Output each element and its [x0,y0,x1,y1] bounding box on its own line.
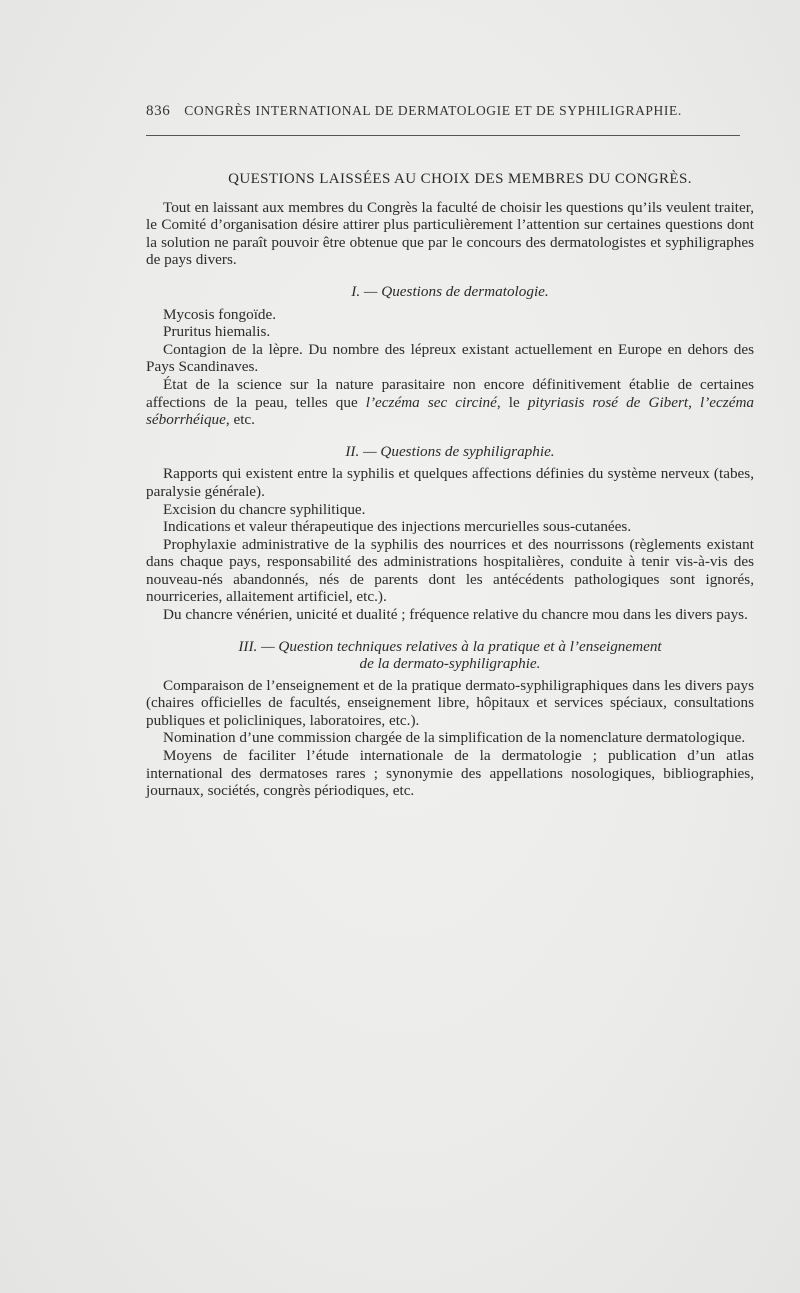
part3-heading-line: de la dermato-syphiligraphie. [359,654,541,672]
part2-item: Rapports qui existent entre la syphilis et quelques affections définies du système nerveux (tabes, paralysie générale). [146,465,754,500]
etat-term: l’eczéma séborrhéique [146,393,755,429]
part3-heading-line: III. — Question techniques relatives à la pratique et à l’enseignement [238,637,662,655]
part2-item: Indications et valeur thérapeutique des injections mercurielles sous-cutanées. [163,518,632,536]
part2-item: Du chancre vénérien, unicité et dualité ; fréquence relative du chancre mou dans les divers pays. [163,606,748,624]
part1-item: Pruritus hiemalis. [163,323,271,341]
part1-item: Mycosis fongoïde. [163,305,277,323]
etat-text: , le [496,393,528,411]
part3-item: Moyens de faciliter l’étude internationale de la dermatologie ; publication d’un atlas international des dermatoses rares ; synonymie des appellations nosologiques, bibliographies, journaux, sociétés, congrès périodiques, etc. [146,747,754,800]
header-rule [146,135,740,136]
page-number: 836 [146,103,171,119]
part1-item: Contagion de la lèpre. Du nombre des lépreux existant actuellement en Europe en dehors des Pays Scandinaves. [146,340,754,376]
part3-item: Nomination d’une commission chargée de la simplification de la nomenclature dermatologique. [163,729,746,747]
part3-item: Comparaison de l’enseignement et de la pratique dermato-syphiligraphiques dans les divers pays (chaires officielles de facultés, enseignement libre, hôpitaux et services spéciaux, consultations publiques et policliniques, laboratoires, etc.). [146,676,754,729]
part1-item-etat [146,376,754,429]
part3-heading [146,638,754,672]
running-header [146,103,740,120]
part2-item: Excision du chancre syphilitique. [163,500,366,518]
part2-heading: II. — Questions de syphiligraphie. [345,442,555,460]
etat-text: État de la science sur la nature parasitaire non encore définitivement établie de certaines affections de la peau, telles que [146,375,754,411]
etat-term: pityriasis rosé de Gibert [527,393,689,411]
page-body [146,165,754,800]
part1-heading: I. — Questions de dermatologie. [351,282,549,300]
etat-text: , [688,393,701,411]
intro-paragraph: Tout en laissant aux membres du Congrès la faculté de choisir les questions qu’ils veulent traiter, le Comité d’organisation désire attirer plus particulièrement l’attention sur certaines questions dont la solution ne paraît pouvoir être obtenue que par le concours des dermatologistes et syphiligraphes de pays divers. [146,198,754,269]
part2-item: Prophylaxie administrative de la syphilis des nourrices et des nourrissons (règlements existant dans chaque pays, responsabilité des administrations hospitalières, conduite à tenir vis-à-vis des nouveau-nés abandonnés, nés de parents dont les antécédents pathologiques sont ignorés, nourriceries, allaitement artificiel, etc.). [146,535,754,606]
etat-term: l’eczéma sec circiné [365,393,497,411]
running-title: CONGRÈS INTERNATIONAL DE DERMATOLOGIE ET DE SYPHILIGRAPHIE. [184,103,682,118]
etat-text: , etc. [225,411,255,429]
section-title: QUESTIONS LAISSÉES AU CHOIX DES MEMBRES DU CONGRÈS. [228,171,692,187]
